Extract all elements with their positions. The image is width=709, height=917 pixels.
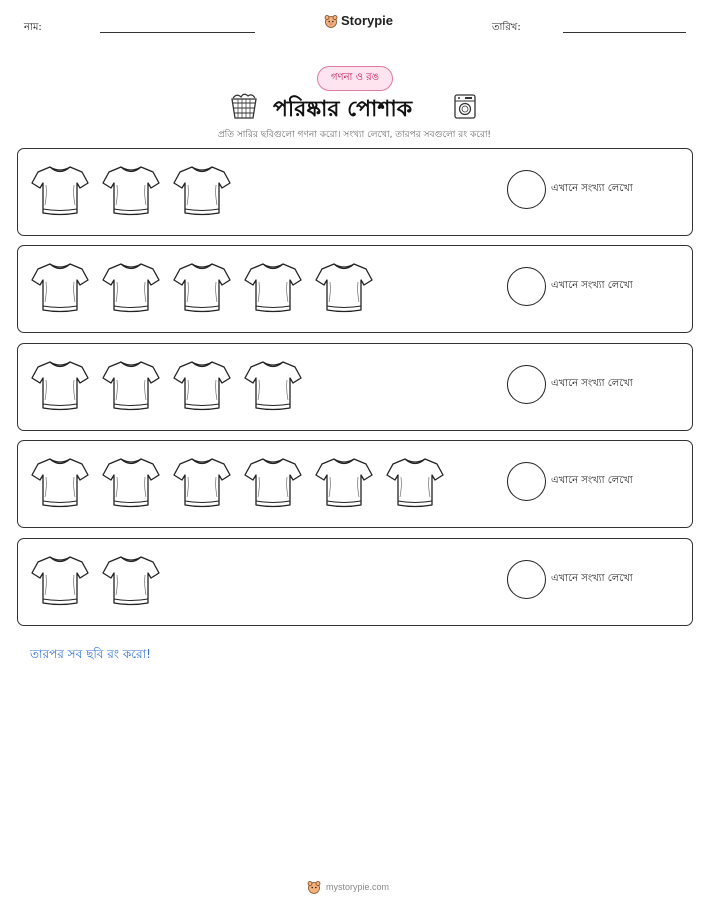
answer-circle[interactable] bbox=[507, 170, 546, 209]
t-shirt-icon[interactable] bbox=[30, 161, 90, 219]
site-url: mystorypie.com bbox=[326, 882, 390, 892]
t-shirt-icon[interactable] bbox=[30, 356, 90, 414]
counting-row bbox=[17, 245, 693, 333]
category-badge: গণনা ও রঙ bbox=[317, 66, 393, 91]
t-shirt-icon[interactable] bbox=[314, 258, 374, 316]
page-title: পরিষ্কার পোশাক bbox=[273, 97, 413, 122]
counting-row bbox=[17, 343, 693, 431]
t-shirt-icon[interactable] bbox=[101, 551, 161, 609]
counting-row bbox=[17, 538, 693, 626]
t-shirt-icon[interactable] bbox=[243, 453, 303, 511]
t-shirt-icon[interactable] bbox=[101, 258, 161, 316]
answer-circle[interactable] bbox=[507, 560, 546, 599]
name-line[interactable] bbox=[100, 32, 255, 33]
storypie-bear-icon bbox=[324, 14, 338, 28]
counting-row bbox=[17, 148, 693, 236]
t-shirt-icon[interactable] bbox=[101, 161, 161, 219]
t-shirt-icon[interactable] bbox=[30, 453, 90, 511]
t-shirt-icon[interactable] bbox=[172, 453, 232, 511]
t-shirt-icon[interactable] bbox=[30, 258, 90, 316]
t-shirt-icon[interactable] bbox=[30, 551, 90, 609]
t-shirt-icon[interactable] bbox=[172, 356, 232, 414]
title-row bbox=[0, 90, 709, 124]
t-shirt-icon[interactable] bbox=[314, 453, 374, 511]
t-shirt-icon[interactable] bbox=[243, 356, 303, 414]
worksheet-header bbox=[0, 0, 709, 40]
shirt-group bbox=[30, 356, 303, 414]
shirt-group bbox=[30, 161, 232, 219]
coloring-note: তারপর সব ছবি রং করো! bbox=[30, 647, 151, 661]
answer-circle[interactable] bbox=[507, 462, 546, 501]
answer-label: এখানে সংখ্যা লেখো bbox=[551, 573, 633, 584]
answer-circle[interactable] bbox=[507, 365, 546, 404]
counting-row bbox=[17, 440, 693, 528]
shirt-group bbox=[30, 258, 374, 316]
answer-label: এখানে সংখ্যা লেখো bbox=[551, 280, 633, 291]
answer-circle[interactable] bbox=[507, 267, 546, 306]
t-shirt-icon[interactable] bbox=[385, 453, 445, 511]
storypie-bear-icon bbox=[307, 880, 321, 894]
answer-label: এখানে সংখ্যা লেখো bbox=[551, 183, 633, 194]
answer-label: এখানে সংখ্যা লেখো bbox=[551, 475, 633, 486]
brand-logo bbox=[324, 13, 393, 28]
t-shirt-icon[interactable] bbox=[172, 258, 232, 316]
shirt-group bbox=[30, 453, 445, 511]
site-footer bbox=[307, 880, 389, 894]
brand-name: Storypie bbox=[341, 13, 394, 28]
shirt-group bbox=[30, 551, 161, 609]
t-shirt-icon[interactable] bbox=[101, 356, 161, 414]
t-shirt-icon[interactable] bbox=[172, 161, 232, 219]
laundry-basket-icon bbox=[229, 90, 259, 120]
t-shirt-icon[interactable] bbox=[243, 258, 303, 316]
washing-machine-icon bbox=[452, 92, 478, 120]
date-line[interactable] bbox=[563, 32, 686, 33]
t-shirt-icon[interactable] bbox=[101, 453, 161, 511]
date-label: তারিখ: bbox=[492, 22, 521, 33]
instructions-text: প্রতি সারির ছবিগুলো গণনা করো। সংখ্যা লেখো, তারপর সবগুলো রং করো! bbox=[217, 130, 492, 140]
name-label: নাম: bbox=[24, 22, 42, 33]
answer-label: এখানে সংখ্যা লেখো bbox=[551, 378, 633, 389]
